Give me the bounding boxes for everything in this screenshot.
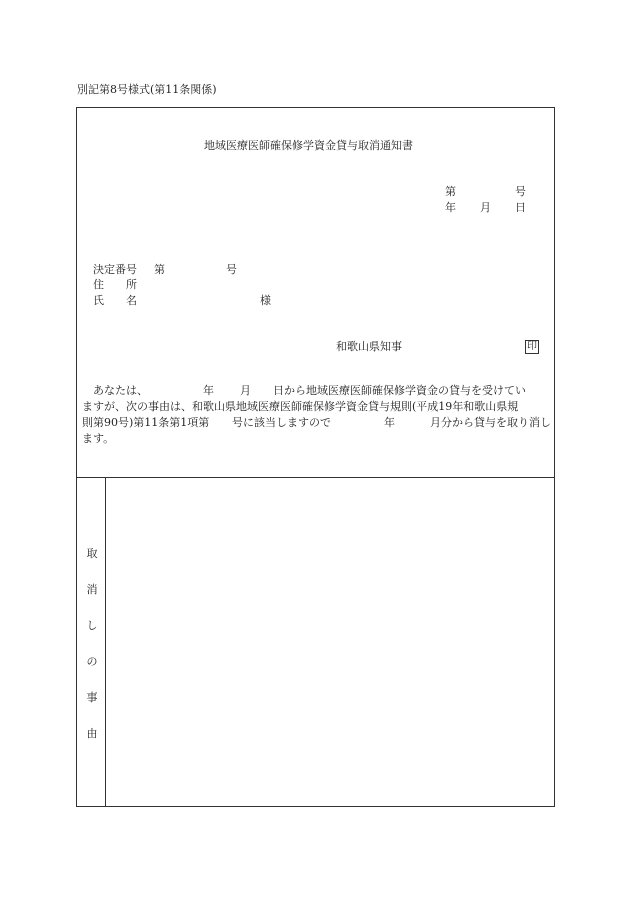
date-month: 月 xyxy=(480,201,491,214)
body-line-1-month: 月 xyxy=(240,384,251,397)
honorific-sama: 様 xyxy=(260,294,271,307)
reason-label-char: 消 xyxy=(86,583,98,596)
reason-label-char: の xyxy=(86,655,98,668)
reason-label-char: 取 xyxy=(86,547,98,560)
date-year: 年 xyxy=(445,201,456,214)
date-day: 日 xyxy=(515,201,526,214)
body-line-3-rest: 月分から貸与を取り消し xyxy=(430,416,551,429)
decision-number-label: 決定番号 xyxy=(93,263,137,276)
address-label: 住 所 xyxy=(93,278,137,291)
reason-entry-area[interactable] xyxy=(106,478,554,806)
document-title: 地域医療医師確保修学資金貸与取消通知書 xyxy=(204,139,413,152)
body-line-4: ます。 xyxy=(82,432,115,445)
decision-number-go: 号 xyxy=(226,263,237,276)
issuer-name: 和歌山県知事 xyxy=(336,340,402,353)
doc-number-go: 号 xyxy=(515,185,526,198)
reason-label-char: 事 xyxy=(86,691,98,704)
body-line-1-a: あなたは、 xyxy=(93,384,148,397)
reason-label-char: し xyxy=(86,619,98,632)
doc-number-dai: 第 xyxy=(445,185,456,198)
seal-mark: 印 xyxy=(527,341,537,352)
reason-label-char: 由 xyxy=(86,727,98,740)
body-line-2: ますが、次の事由は、和歌山県地域医療医師確保修学資金貸与規則(平成19年和歌山県規 xyxy=(82,400,519,413)
body-line-3-year: 年 xyxy=(384,416,395,429)
body-line-1-year: 年 xyxy=(203,384,214,397)
body-line-3-a: 則第90号)第11条第1項第 xyxy=(82,416,210,429)
decision-number-dai: 第 xyxy=(154,263,165,276)
body-line-3-b: 号に該当しますので xyxy=(232,416,331,429)
form-number-label: 別記第8号様式(第11条関係) xyxy=(77,83,217,96)
name-label: 氏 名 xyxy=(93,294,137,307)
body-line-1-rest: 日から地域医療医師確保修学資金の貸与を受けてい xyxy=(273,384,526,397)
